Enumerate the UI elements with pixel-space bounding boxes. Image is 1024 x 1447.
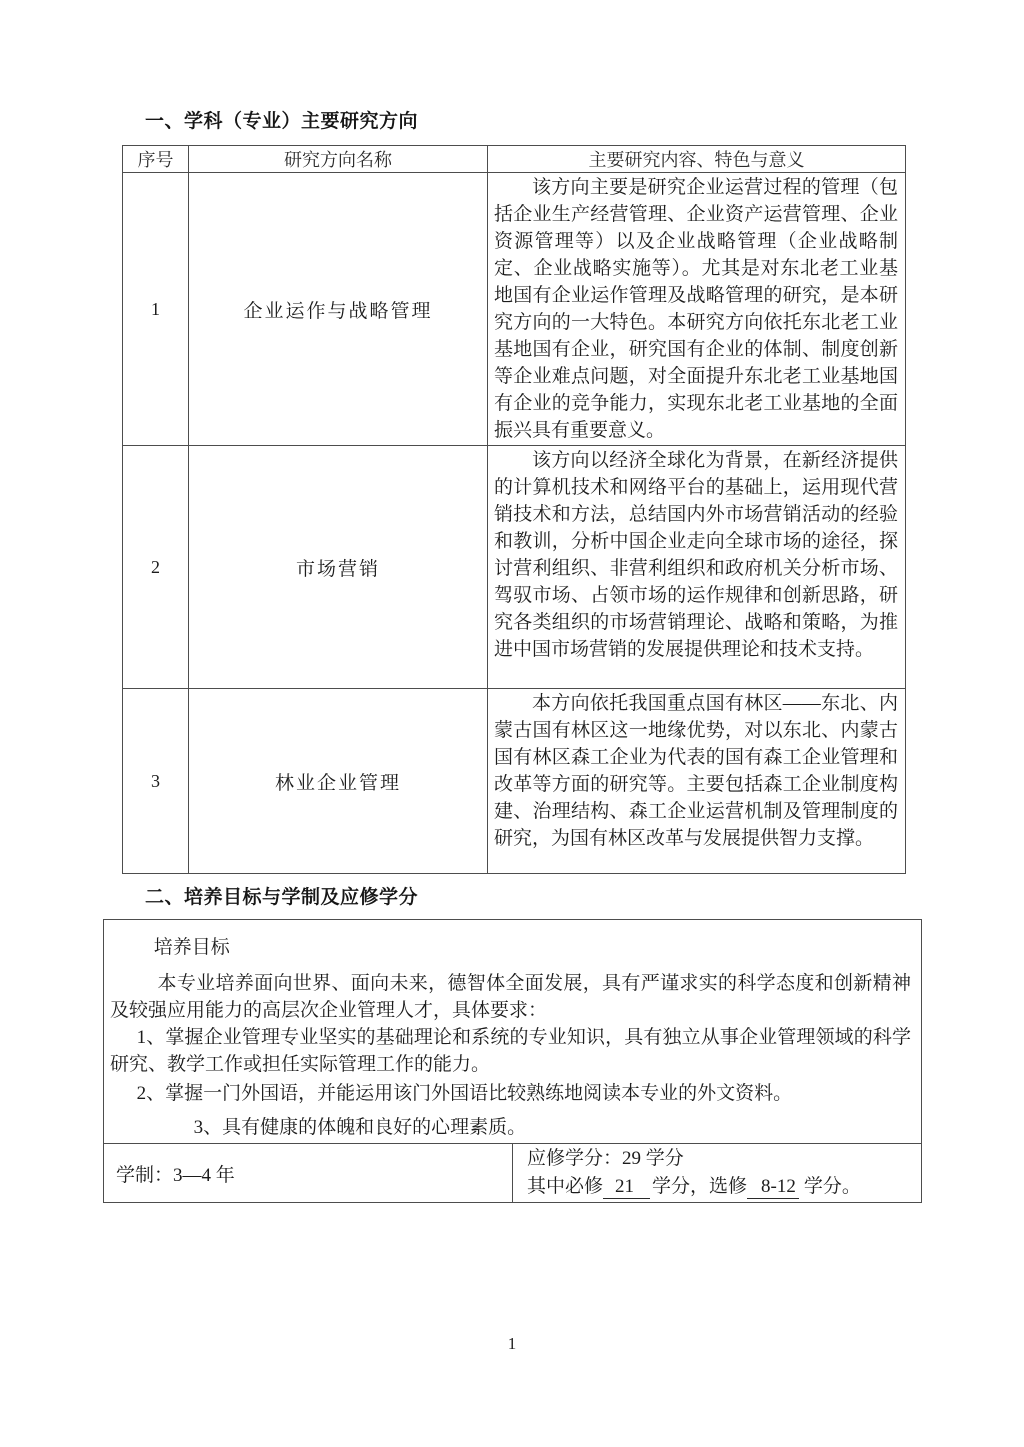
schooling-credits-row [104, 1144, 922, 1203]
col-header-content: 主要研究内容、特色与意义 [488, 146, 906, 173]
direction-name: 企业运作与战略管理 [189, 173, 488, 446]
credits-elective-value: 8-12 [747, 1176, 799, 1199]
table-row [123, 689, 906, 874]
table-row [123, 446, 906, 689]
credits-prefix: 其中必修 [527, 1176, 604, 1197]
goal-requirement-1: 1、掌握企业管理专业坚实的基础理论和系统的专业知识，具有独立从事企业管理领域的科学研究、教学工作或担任实际管理工作的能力。 [110, 1027, 911, 1075]
credits-breakdown-line [527, 1173, 920, 1201]
direction-content-cell [488, 173, 906, 446]
objectives-row [104, 920, 922, 1144]
page-number: 1 [507, 1334, 517, 1353]
training-objectives-table [103, 919, 922, 1203]
credits-suffix: 学分。 [803, 1176, 861, 1197]
section1-heading: 一、学科（专业）主要研究方向 [145, 111, 419, 132]
direction-content: 该方向主要是研究企业运营过程的管理（包括企业生产经营管理、企业资产运营管理、企业资源管理等）以及企业战略管理（企业战略制定、企业战略实施等）。尤其是对东北老工业基地国有企业运作管理及战略管理的研究，是本研究方向的一大特色。本研究方向依托东北老工业基地国有企业，研究国有企业的体制、制度创新等企业难点问题，对全面提升东北老工业基地国有企业的竞争能力，实现东北老工业基地的全面振兴具有重要意义。 [494, 177, 898, 441]
direction-content-cell [488, 446, 906, 689]
section2-heading: 二、培养目标与学制及应修学分 [145, 887, 419, 908]
credits-total-line: 应修学分：29 学分 [527, 1148, 684, 1169]
schooling-duration: 学制：3—4 年 [104, 1144, 513, 1203]
direction-content-cell [488, 689, 906, 874]
credits-cell [513, 1144, 922, 1203]
direction-content: 该方向以经济全球化为背景，在新经济提供的计算机技术和网络平台的基础上，运用现代营销技术和方法，总结国内外市场营销活动的经验和教训，分析中国企业走向全球市场的途径，探讨营利组织、非营利组织和政府机关分析市场、驾驭市场、占领市场的运作规律和创新思路，研究各类组织的市场营销理论、战略和策略，为推进中国市场营销的发展提供理论和技术支持。 [494, 450, 898, 660]
goal-title: 培养目标 [153, 937, 230, 958]
credits-mid: 学分，选修 [652, 1176, 748, 1197]
table-row [123, 173, 906, 446]
goal-paragraph: 本专业培养面向世界、面向未来，德智体全面发展，具有严谨求实的科学态度和创新精神及较强应用能力的高层次企业管理人才，具体要求： [110, 973, 911, 1021]
goal-requirement-2: 2、掌握一门外国语，并能运用该门外国语比较熟练地阅读本专业的外文资料。 [136, 1083, 793, 1104]
table-header-row [123, 146, 906, 173]
row-number: 2 [123, 446, 189, 689]
goal-requirement-3: 3、具有健康的体魄和良好的心理素质。 [193, 1117, 527, 1138]
direction-name: 林业企业管理 [189, 689, 488, 874]
col-header-name: 研究方向名称 [189, 146, 488, 173]
col-header-no: 序号 [123, 146, 189, 173]
objectives-cell [104, 920, 922, 1144]
direction-content: 本方向依托我国重点国有林区——东北、内蒙古国有林区这一地缘优势，对以东北、内蒙古国有林区森工企业为代表的国有森工企业管理和改革等方面的研究等。主要包括森工企业制度构建、治理结构、森工企业运营机制及管理制度的研究，为国有林区改革与发展提供智力支撑。 [494, 693, 898, 849]
row-number: 1 [123, 173, 189, 446]
research-directions-table [122, 145, 906, 874]
direction-name: 市场营销 [189, 446, 488, 689]
row-number: 3 [123, 689, 189, 874]
credits-required-value: 21 [603, 1176, 650, 1199]
